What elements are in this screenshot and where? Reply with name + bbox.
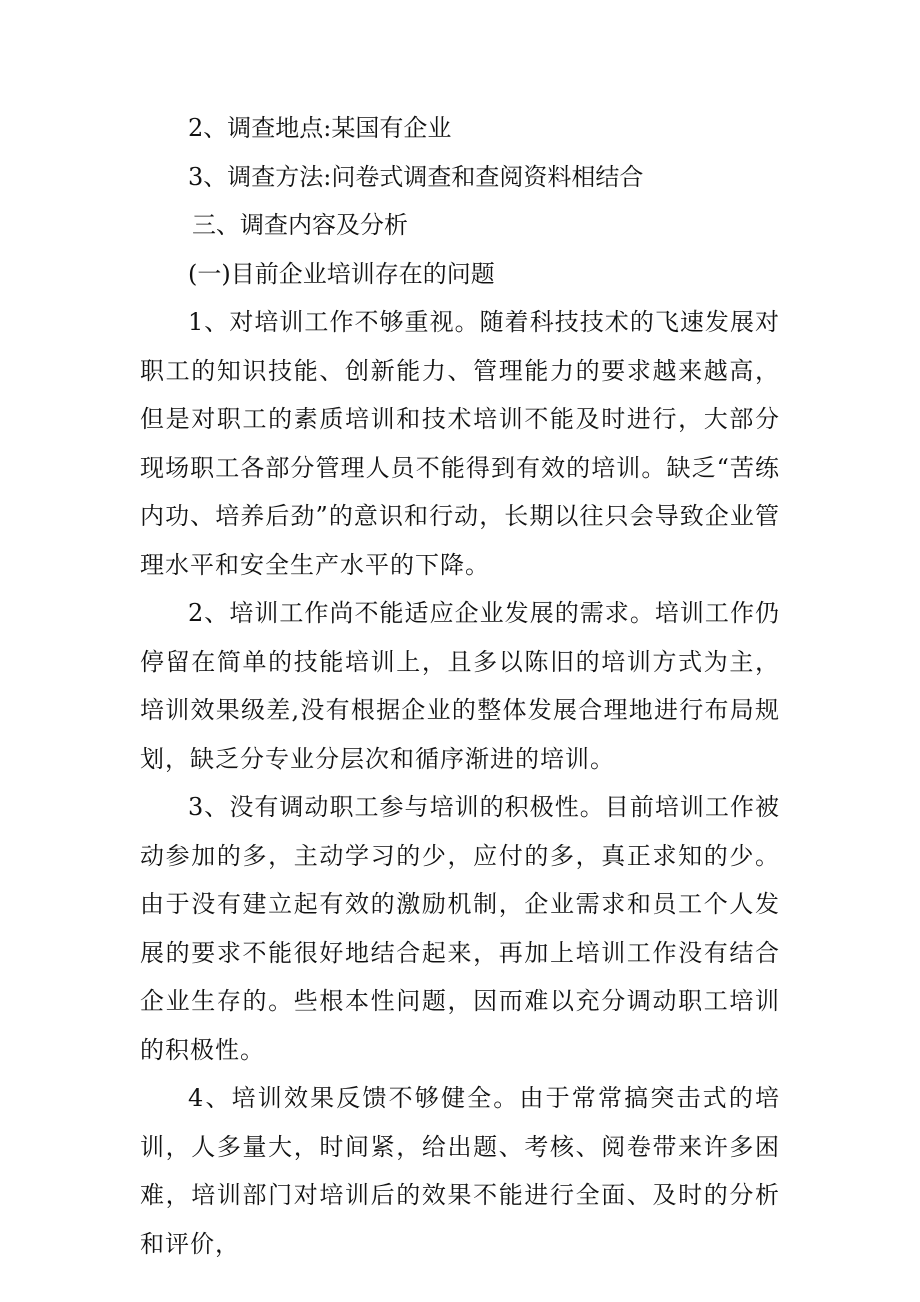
survey-method-line: 3、调查方法:问卷式调查和查阅资料相结合 <box>188 162 644 191</box>
paragraph-4: 4、培训效果反馈不够健全。由于常常搞突击式的培训，人多量大，时间紧，给出题、考核、阅卷带来许多困难，培训部门对培训后的效果不能进行全面、及时的分析和评价， <box>140 1084 780 1258</box>
section-heading: 三、调查内容及分析 <box>192 211 408 239</box>
paragraph-3: 3、没有调动职工参与培训的积极性。目前培训工作被动参加的多，主动学习的少，应付的多，真正求知的少。由于没有建立起有效的激励机制，企业需求和员工个人发展的要求不能很好地结合起来，再加上培训工作没有结合企业生存的。些根本性问题，因而难以充分调动职工培训的积极性。 <box>140 793 780 1064</box>
subsection-heading: (一)目前企业培训存在的问题 <box>188 259 495 288</box>
survey-location-line: 2、调查地点:某国有企业 <box>188 114 452 142</box>
paragraph-1: 1、对培训工作不够重视。随着科技技术的飞速发展对职工的知识技能、创新能力、管理能力的要求越来越高，但是对职工的素质培训和技术培训不能及时进行，大部分现场职工各部分管理人员不能得到有效的培训。缺乏“苦练内功、培养后劲”的意识和行动，长期以往只会导致企业管理水平和安全生产水平的下降。 <box>140 308 780 579</box>
paragraph-2: 2、培训工作尚不能适应企业发展的需求。培训工作仍停留在简单的技能培训上，且多以陈旧的培训方式为主，培训效果级差,没有根据企业的整体发展合理地进行布局规划，缺乏分专业分层次和循序渐进的培训。 <box>140 599 780 773</box>
document-body <box>140 104 780 1268</box>
